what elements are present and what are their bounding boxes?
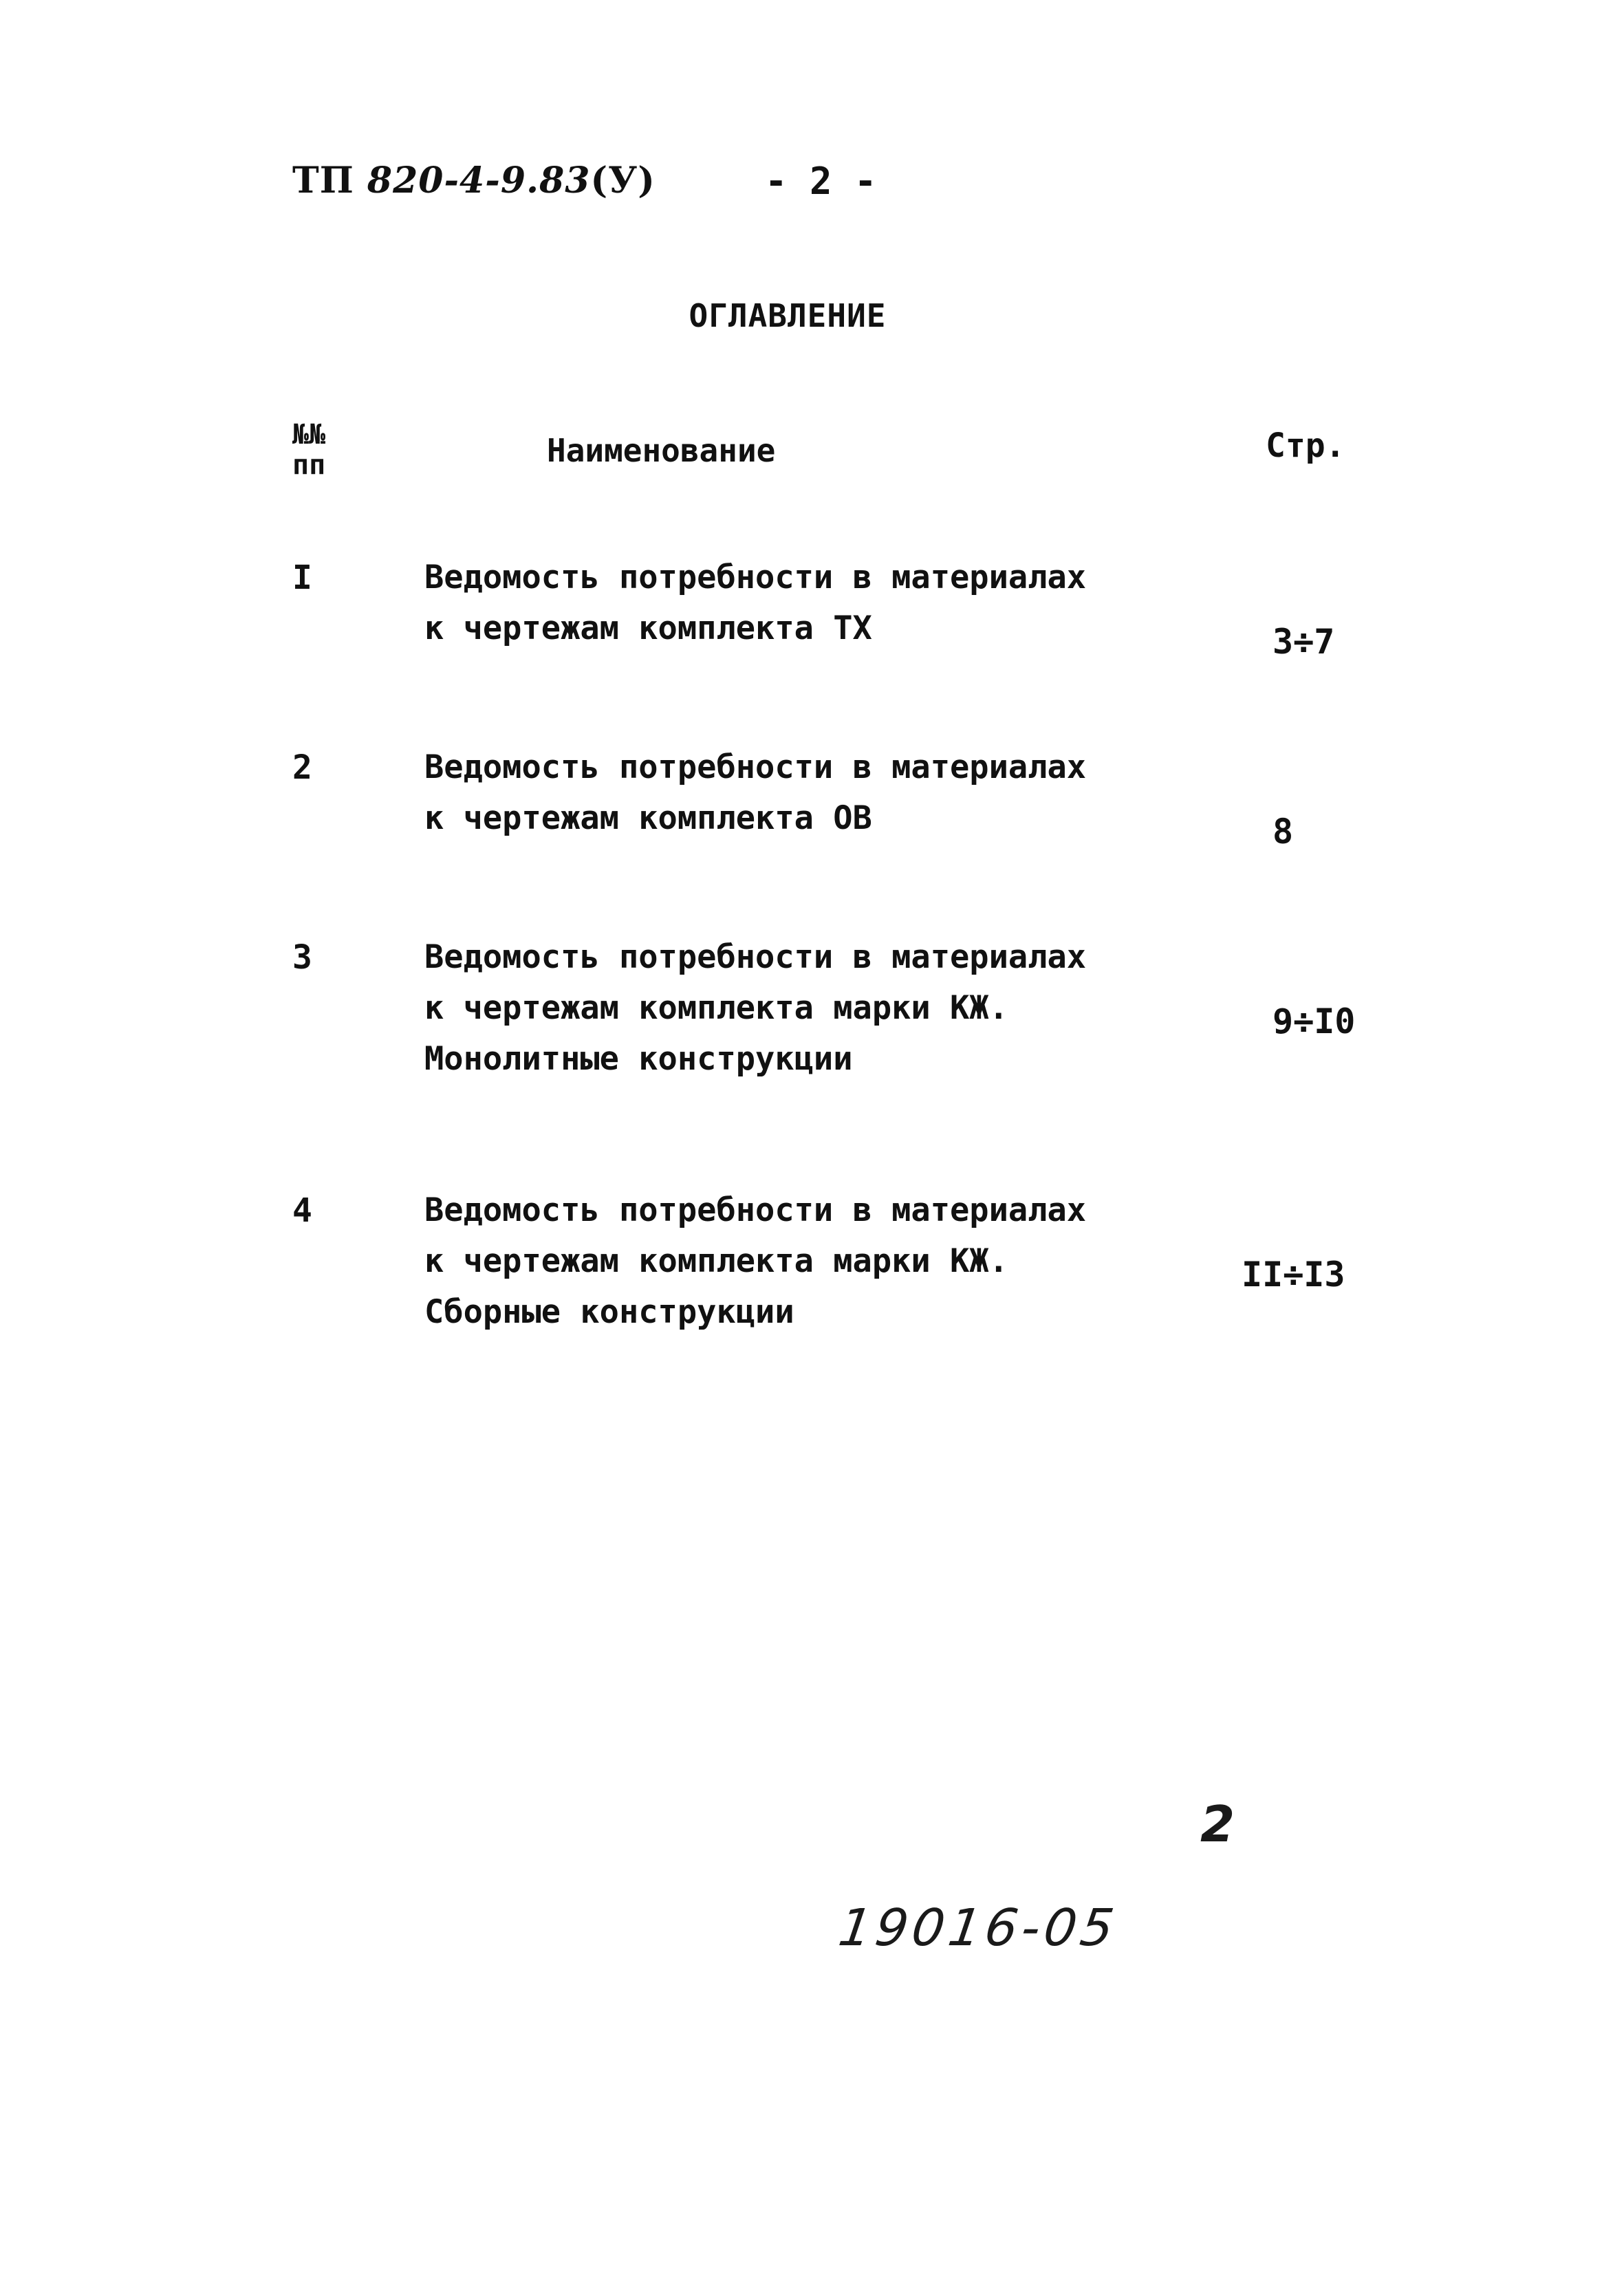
document-code-prefix: ТП	[292, 160, 354, 202]
toc-entry-number: 4	[292, 1191, 312, 1230]
toc-entry-title	[424, 1191, 1215, 1344]
document-code	[292, 160, 656, 202]
document-code-suffix: (У)	[590, 160, 656, 202]
toc-entry-line: Ведомость потребности в материалах	[424, 1191, 1087, 1229]
toc-entry-line: Сборные конструкции	[424, 1293, 794, 1331]
column-header-number-line2: пп	[292, 449, 326, 481]
handwritten-sheet-number: 2	[1200, 1795, 1235, 1853]
toc-entry-pages: 3÷7	[1273, 622, 1335, 662]
toc-entry-pages: 9÷I0	[1273, 1001, 1356, 1041]
toc-entry-line: к чертежам комплекта марки КЖ.	[424, 989, 1008, 1027]
toc-entry-line: Ведомость потребности в материалах	[424, 748, 1087, 786]
toc-entry-number: I	[292, 559, 312, 597]
column-header-page: Стр.	[1266, 426, 1345, 465]
toc-entry-number: 3	[292, 938, 312, 977]
page-number: - 2 -	[765, 160, 877, 203]
toc-entry-line: Ведомость потребности в материалах	[424, 938, 1087, 976]
toc-entry-line: Ведомость потребности в материалах	[424, 559, 1087, 596]
toc-entry-pages: 8	[1273, 812, 1294, 852]
toc-entry-title	[424, 559, 1215, 660]
toc-entry-line: к чертежам комплекта ТХ	[424, 609, 872, 647]
handwritten-archive-number: 19016-05	[834, 1898, 1122, 1958]
toc-entry-title	[424, 938, 1215, 1091]
column-header-number	[292, 420, 340, 480]
toc-entry-line: к чертежам комплекта ОВ	[424, 799, 872, 837]
toc-entry-line: Монолитные конструкции	[424, 1040, 853, 1078]
toc-entry-title	[424, 748, 1215, 850]
toc-title: ОГЛАВЛЕНИЕ	[689, 297, 887, 334]
toc-entry-pages: II÷I3	[1242, 1255, 1345, 1295]
document-code-number: 820-4-9.83	[367, 160, 591, 202]
column-header-name: Наименование	[547, 432, 776, 469]
column-header-number-line1: №№	[292, 419, 326, 451]
toc-entry-number: 2	[292, 748, 312, 787]
toc-entry-line: к чертежам комплекта марки КЖ.	[424, 1242, 1008, 1280]
